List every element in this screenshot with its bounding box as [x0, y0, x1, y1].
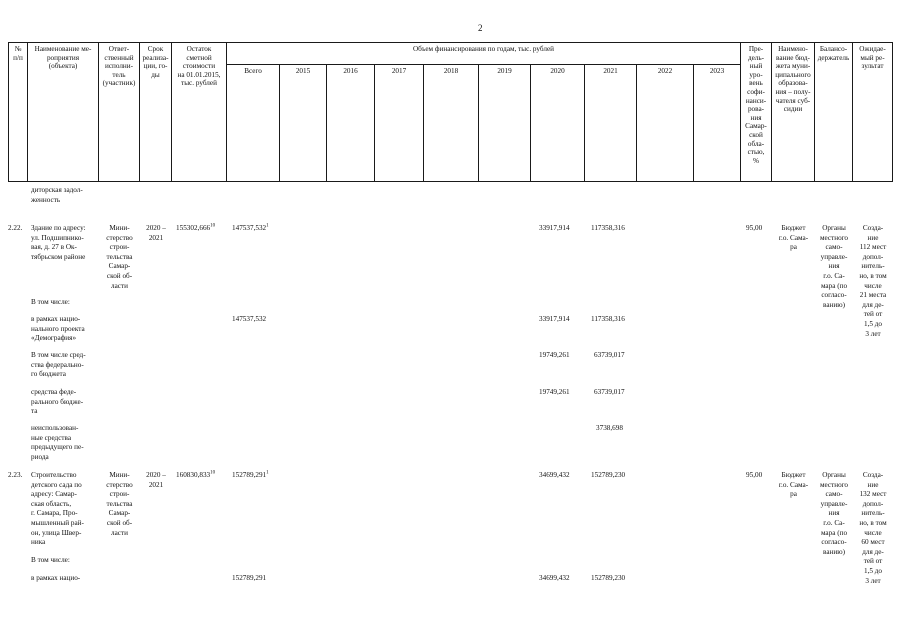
row-rest-cost-value: 160830,833 [176, 471, 211, 479]
header-year-label: 2015 [295, 67, 311, 75]
header-col-executor [99, 42, 140, 182]
header-col-recipient-label: Наимено- вание бюд- жета муни- ципального образова- ния – полу- чателя суб- сидии [775, 45, 811, 114]
header-year-label: 2016 [343, 67, 358, 75]
header-year-2023 [694, 64, 741, 182]
row-executor: Мини- стерство строи- тельства Самар- ской об- ласти [106, 224, 133, 290]
header-col-result-label: Ожидае- мый ре- зультат [859, 45, 886, 71]
header-year-label: 2022 [657, 67, 673, 75]
header-col-term-label: Срок реализа- ции, го- ды [142, 45, 169, 79]
header-col-term [140, 42, 172, 182]
header-year-2020 [531, 64, 585, 182]
row-2020: 34699,432 [539, 471, 570, 479]
header-year-2022 [637, 64, 694, 182]
header-year-label: 2023 [709, 67, 725, 75]
footnote-mark: 10 [210, 470, 216, 476]
header-col-holder [815, 42, 853, 182]
row-level: 95,00 [746, 224, 763, 232]
row-name: средства феде- рального бюдже- та [31, 388, 84, 416]
row-term: 2020 – 2021 [146, 471, 166, 489]
page-number: 2 [478, 23, 483, 33]
row-total [232, 224, 269, 234]
header-col-total-label: Всего [244, 67, 262, 75]
row-holder: Органы местного само- управле- ния г.о. Са- мара (по согласо- ванию) [819, 224, 849, 309]
header-col-holder-label: Балансо- держатель [817, 45, 850, 62]
including-label: В том числе: [31, 556, 70, 564]
row-name: Строительство детского сада по адресу: Самар- ская область, г. Самара, Про- мышленный рай- он, улица Швер- ника [31, 471, 84, 547]
row-name: Здание по адресу: ул. Подшипнико- вая, д. 27 в Ок- тябрьском районе [31, 224, 86, 261]
row-2021: 117358,316 [591, 224, 625, 232]
row-total: 147537,532 [232, 315, 267, 323]
footnote-mark: 1 [266, 223, 269, 229]
row-rest-cost-value: 155302,666 [176, 224, 211, 232]
footnote-mark: 1 [266, 470, 269, 476]
header-year-label: 2018 [443, 67, 459, 75]
row-2021: 152789,230 [591, 574, 626, 582]
row-2020: 19749,261 [539, 351, 570, 359]
header-col-level-label: Пре- дель- ный уро- вень софи- нанси- рова- ния Самар- ской обла- стью, % [745, 45, 767, 165]
header-year-label: 2017 [391, 67, 407, 75]
header-col-rest [172, 42, 227, 182]
header-year-label: 2021 [603, 67, 618, 75]
row-name: неиспользован- ные средства предыдущего пе- риода [31, 424, 84, 461]
row-2020: 19749,261 [539, 388, 570, 396]
row-rest-cost [176, 471, 215, 481]
row-result: Созда- ние 112 мест допол- нитель- но, в том числе 21 места для де- тей от 1,5 до 3 лет [859, 224, 887, 338]
row-rest-cost [176, 224, 215, 234]
footnote-mark: 10 [210, 223, 216, 229]
header-year-2021 [585, 64, 637, 182]
row-recipient: Бюджет г.о. Сама- ра [778, 224, 809, 252]
row-2021: 3738,698 [596, 424, 623, 432]
header-year-2018 [424, 64, 479, 182]
row-result: Созда- ние 132 мест допол- нитель- но, в том числе 60 мест для де- тей от 1,5 до 3 лет [859, 471, 887, 585]
including-label: В том числе: [31, 298, 70, 306]
header-funding-title-label: Объем финансирования по годам, тыс. рублей [412, 45, 555, 53]
header-year-2016 [327, 64, 375, 182]
row-2021: 63739,017 [594, 388, 625, 396]
row-level: 95,00 [746, 471, 763, 479]
row-executor: Мини- стерство строи- тельства Самар- ской об- ласти [106, 471, 133, 537]
header-year-label: 2019 [497, 67, 512, 75]
carryover-text: диторская задол- женность [31, 186, 83, 204]
row-total: 152789,291 [232, 574, 267, 582]
row-2021: 152789,230 [591, 471, 626, 479]
header-col-result [853, 42, 893, 182]
row-2021: 117358,316 [591, 315, 625, 323]
header-col-executor-label: Ответ- ственный исполни- тель (участник) [102, 45, 136, 88]
row-name: в рамках нацио- нального проекта «Демография» [31, 315, 85, 343]
row-number: 2.23. [8, 471, 23, 479]
header-col-rest-label: Остаток сметной стоимости на 01.01.2015, тыс. рублей [177, 45, 221, 88]
header-funding-title [227, 42, 741, 65]
row-term: 2020 – 2021 [146, 224, 166, 242]
header-col-name-label: Наименование ме- роприятия (объекта) [34, 45, 92, 71]
row-holder: Органы местного само- управле- ния г.о. Са- мара (по согласо- ванию) [819, 471, 849, 556]
row-number: 2.22. [8, 224, 23, 232]
row-name: в рамках нацио- [31, 574, 81, 582]
header-col-number-label: № п/п [13, 45, 23, 62]
row-2020: 34699,432 [539, 574, 570, 582]
row-recipient: Бюджет г.о. Сама- ра [778, 471, 809, 499]
row-2021: 63739,017 [594, 351, 625, 359]
header-col-number [8, 42, 28, 182]
header-col-total [227, 64, 280, 182]
header-col-level [741, 42, 772, 182]
header-year-2017 [375, 64, 424, 182]
header-year-label: 2020 [550, 67, 565, 75]
row-name: В том числе сред- ства федерально- го бюджета [31, 351, 86, 379]
row-total-value: 147537,532 [232, 224, 267, 232]
header-year-2015 [280, 64, 327, 182]
row-2020: 33917,914 [539, 315, 570, 323]
header-col-recipient [772, 42, 815, 182]
header-col-name [28, 42, 99, 182]
row-total [232, 471, 269, 481]
row-2020: 33917,914 [539, 224, 570, 232]
row-total-value: 152789,291 [232, 471, 267, 479]
header-year-2019 [479, 64, 531, 182]
